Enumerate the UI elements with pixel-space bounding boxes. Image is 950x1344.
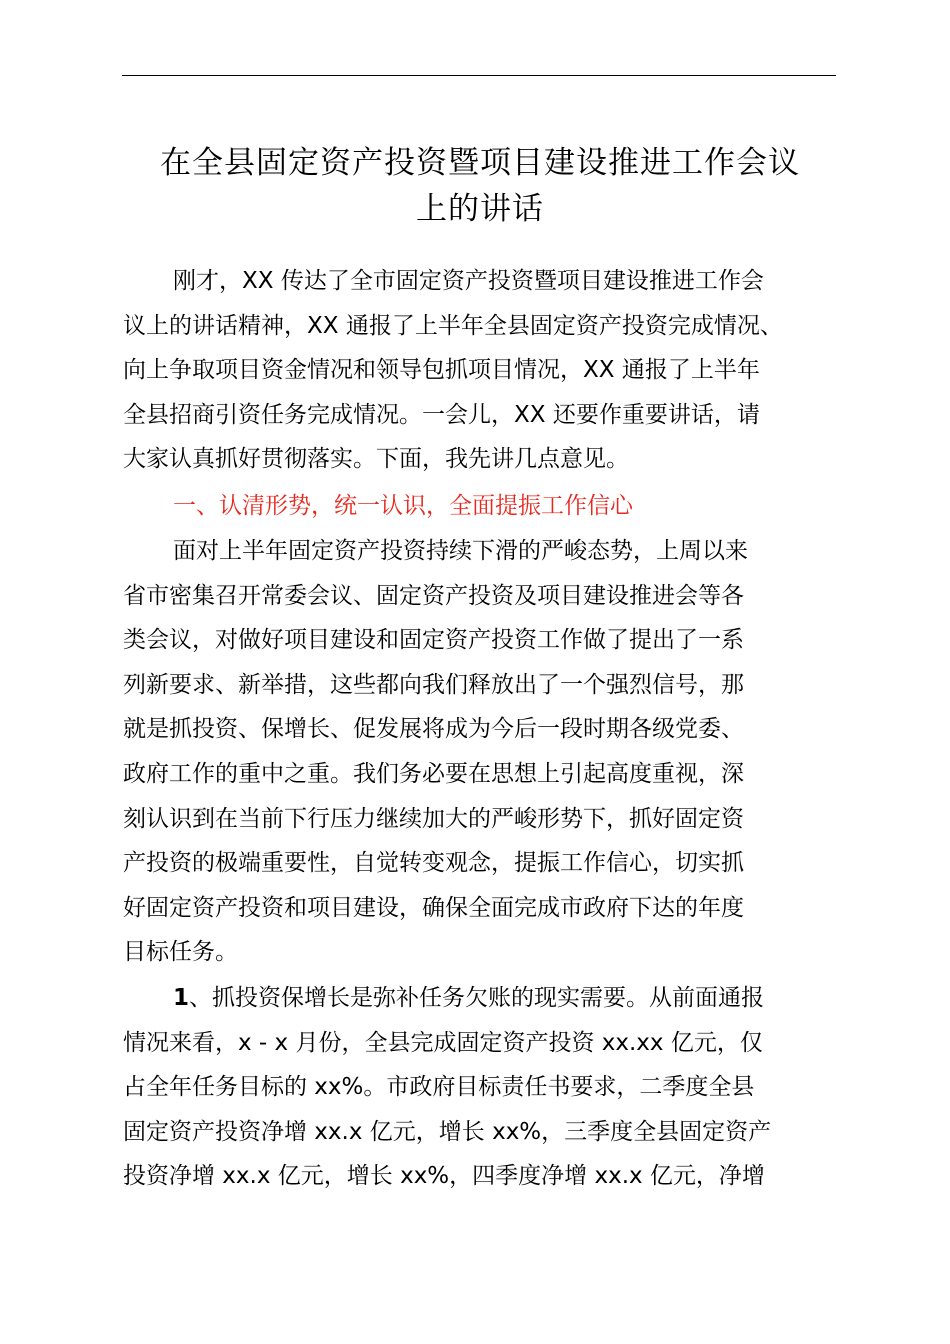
- paragraph-line: 刻认识到在当前下行压力继续加大的严峻形势下，抓好固定资: [123, 805, 744, 832]
- paragraph-point-1: [123, 976, 843, 1199]
- section-heading-text: 一、认清形势，统一认识，全面提振工作信心: [173, 493, 633, 519]
- paragraph-line: 固定资产投资净增 xx.x 亿元，增长 xx%，三季度全县固定资产: [123, 1118, 772, 1145]
- paragraph-line: 目标任务。: [123, 939, 238, 966]
- paragraph-line: 大家认真抓好贯彻落实。下面，我先讲几点意见。: [123, 446, 629, 473]
- paragraph-line: 刚才，XX 传达了全市固定资产投资暨项目建设推进工作会: [173, 268, 764, 294]
- paragraph-line: 列新要求、新举措，这些都向我们释放出了一个强烈信号，那: [123, 671, 744, 698]
- paragraph-line: 好固定资产投资和项目建设，确保全面完成市政府下达的年度: [123, 894, 744, 921]
- paragraph-line: 类会议，对做好项目建设和固定资产投资工作做了提出了一系: [123, 627, 744, 654]
- paragraph-line: 全县招商引资任务完成情况。一会儿，XX 还要作重要讲话，请: [123, 401, 760, 428]
- paragraph-line: 面对上半年固定资产投资持续下滑的严峻态势，上周以来: [173, 538, 748, 564]
- paragraph-line: [123, 976, 843, 1021]
- section-heading-1: [123, 484, 843, 529]
- paragraph-line: 向上争取项目资金情况和领导包抓项目情况，XX 通报了上半年: [123, 357, 760, 384]
- paragraph-line: 政府工作的重中之重。我们务必要在思想上引起高度重视，深: [123, 760, 744, 787]
- paragraph-line: 投资净增 xx.x 亿元，增长 xx%，四季度净增 xx.x 亿元，净增: [123, 1163, 765, 1190]
- point-number: 1: [173, 985, 190, 1011]
- title-line-1: 在全县固定资产投资暨项目建设推进工作会议: [160, 145, 800, 181]
- paragraph-line: 情况来看，x - x 月份，全县完成固定资产投资 xx.xx 亿元，仅: [123, 1029, 763, 1056]
- paragraph-intro: [123, 259, 843, 482]
- paragraph-situation: [123, 529, 843, 975]
- title-line-2: 上的讲话: [416, 191, 544, 227]
- paragraph-line: 产投资的极端重要性，自觉转变观念，提振工作信心，切实抓: [123, 850, 744, 877]
- paragraph-line: 议上的讲话精神，XX 通报了上半年全县固定资产投资完成情况、: [123, 312, 783, 339]
- header-rule: [122, 75, 836, 76]
- document-title: [110, 140, 850, 232]
- paragraph-line: 省市密集召开常委会议、固定资产投资及项目建设推进会等各: [123, 582, 744, 609]
- paragraph-line: 占全年任务目标的 xx%。市政府目标责任书要求，二季度全县: [123, 1074, 755, 1101]
- paragraph-line: 就是抓投资、保增长、促发展将成为今后一段时期各级党委、: [123, 716, 744, 743]
- point-text: 、抓投资保增长是弥补任务欠账的现实需要。从前面通报: [189, 985, 765, 1011]
